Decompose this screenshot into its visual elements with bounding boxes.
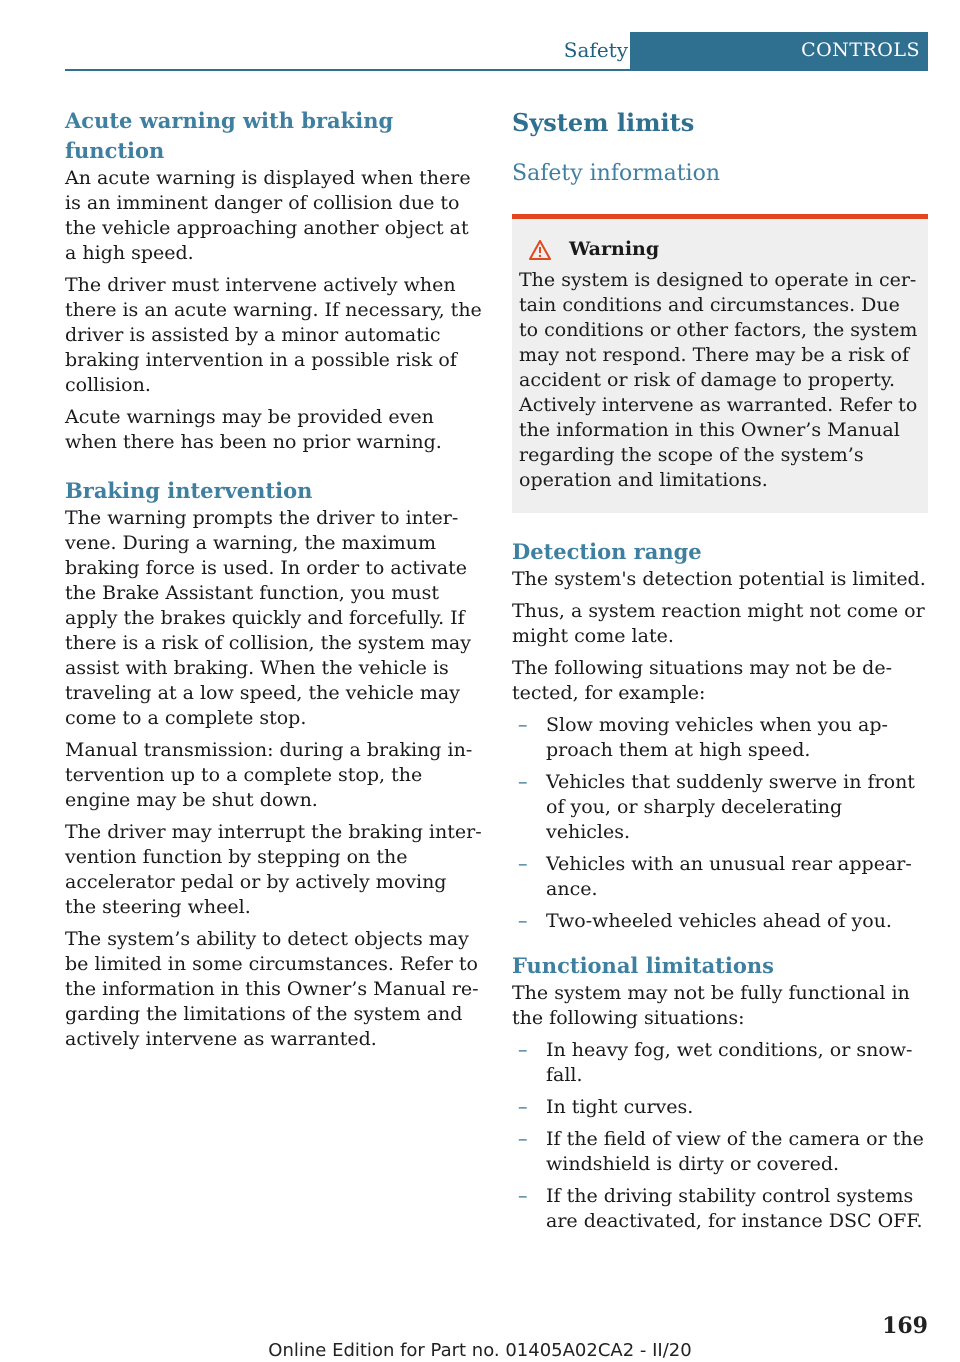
warning-title: [519, 237, 922, 262]
paragraph: Acute warnings may be provided even when there has been no prior warning.: [65, 406, 442, 453]
paragraph: An acute warning is displayed when there is an imminent danger of collision due to the vehicle approaching another object at a high speed.: [65, 167, 471, 264]
paragraph: The warning prompts the driver to intervene. During a warning, the maximum braking force is used. In order to activate the Brake Assistant function, you must apply the brakes quickly and forcefully. If there is a risk of collision, the system may assist with braking. When the vehicle is traveling at a low speed, the vehicle may come to a complete stop.: [65, 507, 471, 729]
list-item: – Vehicles with an unusual rear appearance.: [518, 853, 912, 900]
heading-functional-limitations: Functional limitations: [512, 953, 774, 978]
paragraph: The following situations may not be detected, for example:: [512, 657, 892, 704]
paragraph: The system's detection potential is limited.: [512, 568, 926, 590]
list-item: – In heavy fog, wet conditions, or snowfall.: [518, 1039, 913, 1086]
heading-detection-range: Detection range: [512, 539, 702, 564]
paragraph: The driver must intervene actively when there is an acute warning. If necessary, the driver is assisted by a minor automatic braking intervention in a possible risk of collision.: [65, 274, 482, 396]
list-item: – Two-wheeled vehicles ahead of you.: [518, 910, 892, 932]
functional-list: [512, 1038, 928, 1234]
warning-triangle-icon: [529, 240, 551, 260]
paragraph: The system may not be fully functional in the following situations:: [512, 982, 910, 1029]
paragraph: The driver may interrupt the braking intervention function by stepping on the accelerator pedal or by actively moving the steering wheel.: [65, 821, 482, 918]
warning-label: Warning: [569, 238, 660, 260]
heading-safety-information: Safety information: [512, 161, 720, 186]
left-column: [65, 106, 483, 1059]
warning-box: [512, 214, 928, 513]
page-number: 169: [882, 1313, 928, 1339]
header-chapter-tab: CONTROLS: [630, 32, 928, 69]
list-item: – If the driving stability control systems are deactivated, for instance DSC OFF.: [518, 1185, 923, 1232]
heading-system-limits: System limits: [512, 108, 695, 137]
right-column: [512, 106, 928, 1241]
paragraph: The system’s ability to detect objects may be limited in some circumstances. Refer to the information in this Owner’s Manual regarding the limitations of the system and actively intervene as warranted.: [65, 928, 479, 1050]
header-section-title: Safety: [563, 38, 628, 62]
list-item: – Vehicles that suddenly swerve in front of you, or sharply decelerating vehicles.: [518, 771, 915, 843]
list-item: – If the field of view of the camera or the windshield is dirty or covered.: [518, 1128, 924, 1175]
heading-braking-intervention: Braking intervention: [65, 478, 313, 503]
list-item: – In tight curves.: [518, 1096, 694, 1118]
paragraph: Manual transmission: during a braking intervention up to a complete stop, the engine may be shut down.: [65, 739, 473, 811]
detection-list: [512, 713, 928, 934]
header-rule: [65, 69, 928, 71]
heading-acute-warning: Acute warning with braking function: [65, 108, 394, 163]
paragraph: Thus, a system reaction might not come or might come late.: [512, 600, 925, 647]
warning-text: The system is designed to operate in certain conditions and circumstances. Due to conditions or other factors, the system may not respond. There may be a risk of accident or risk of damage to property. Actively intervene as warranted. Refer to the information in this Owner’s Manual regarding the scope of the system’s operation and limitations.: [519, 269, 918, 491]
list-item: – Slow moving vehicles when you approach them at high speed.: [518, 714, 888, 761]
edition-footer: Online Edition for Part no. 01405A02CA2 - II/20: [268, 1340, 692, 1361]
